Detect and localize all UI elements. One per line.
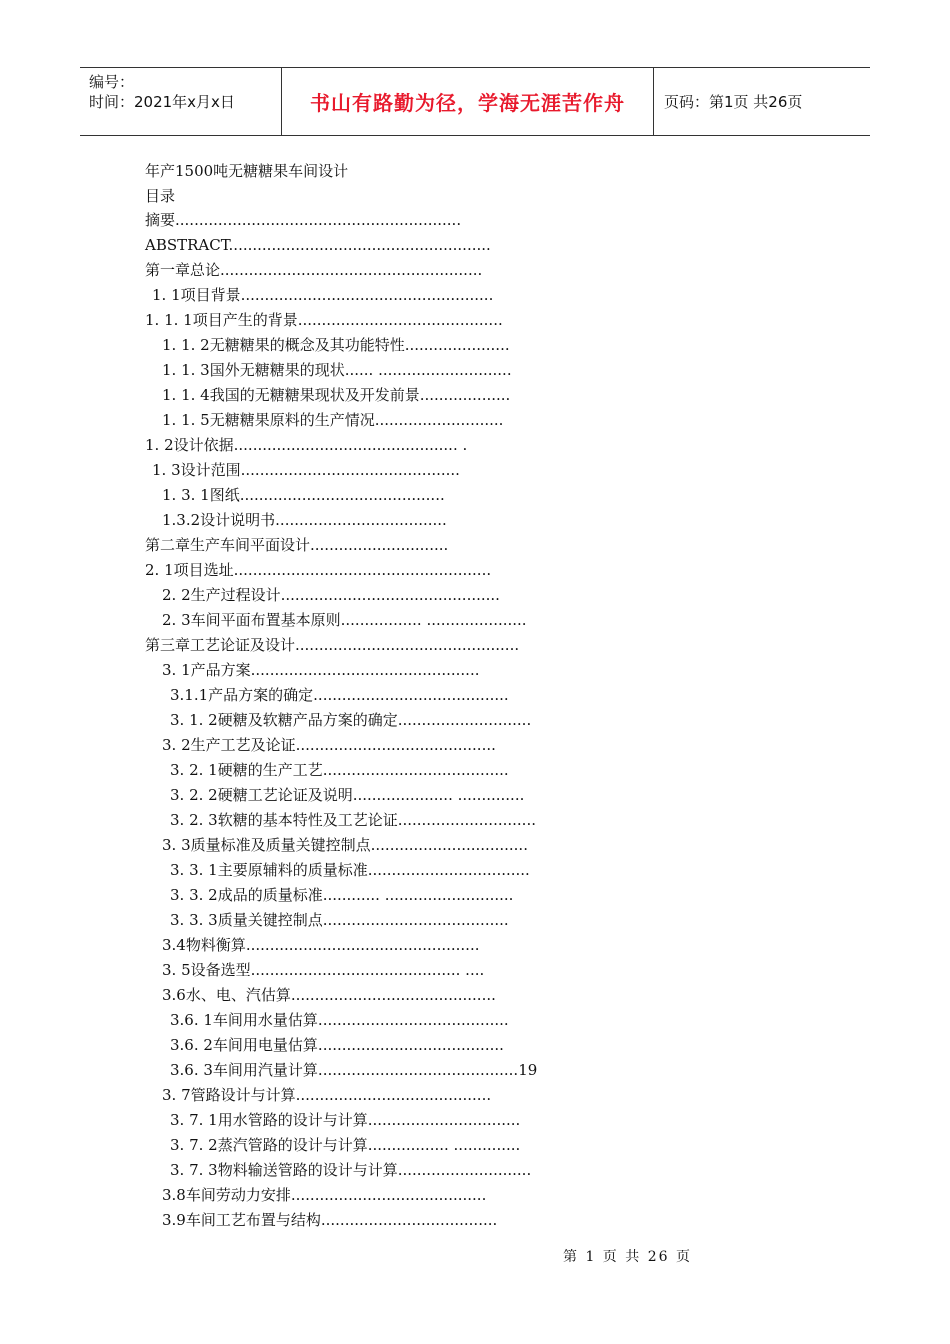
toc-entry[interactable]: 摘要............................................................ xyxy=(145,211,462,229)
time-label: 时间：2021年x月x日 xyxy=(89,93,235,111)
toc-entry[interactable]: 3.1.1产品方案的确定......................................... xyxy=(170,686,509,704)
toc-entry[interactable]: 1. 1. 1项目产生的背景........................................... xyxy=(145,311,503,329)
toc-entry[interactable]: 1. 3. 1图纸........................................... xyxy=(162,486,445,504)
toc-entry[interactable]: 3.6. 1车间用水量估算........................................ xyxy=(170,1011,509,1029)
toc-entry[interactable]: 1. 1. 3国外无糖糖果的现状...... ............................ xyxy=(162,361,512,379)
toc-entry[interactable]: 第一章总论....................................................... xyxy=(145,261,483,279)
toc-entry[interactable]: 3.9车间工艺布置与结构..................................... xyxy=(162,1211,498,1229)
toc-entry[interactable]: 3.6. 2车间用电量估算....................................... xyxy=(170,1036,504,1054)
page-label: 页码：第1页 共26页 xyxy=(664,93,803,111)
toc-heading: 目录 xyxy=(145,187,176,205)
toc-entry[interactable]: 3. 7. 3物料输送管路的设计与计算............................ xyxy=(170,1161,532,1179)
toc-entry[interactable]: 3. 2生产工艺及论证.......................................... xyxy=(162,736,496,754)
toc-entry[interactable]: 3. 3. 3质量关键控制点....................................... xyxy=(170,911,509,929)
header-motto-cell xyxy=(282,68,654,135)
toc-entry[interactable]: 3.8车间劳动力安排......................................... xyxy=(162,1186,487,1204)
toc-entry[interactable]: 1. 2设计依据............................................... . xyxy=(145,436,468,454)
toc-entry[interactable]: 3. 5设备选型............................................ .... xyxy=(162,961,485,979)
toc-entry[interactable]: 3. 7. 2蒸汽管路的设计与计算................. .............. xyxy=(170,1136,521,1154)
page-footer: 第 1 页 共 26 页 xyxy=(563,1249,692,1265)
toc-entry[interactable]: 3. 7管路设计与计算......................................... xyxy=(162,1086,492,1104)
toc-entry[interactable]: 3. 2. 3软糖的基本特性及工艺论证............................. xyxy=(170,811,536,829)
toc-entry[interactable]: 3. 3质量标准及质量关键控制点................................. xyxy=(162,836,528,854)
toc-entry[interactable]: 1. 1. 5无糖糖果原料的生产情况........................... xyxy=(162,411,504,429)
toc-entry[interactable]: 1. 1项目背景..................................................... xyxy=(152,286,494,304)
toc-entry[interactable]: 1. 1. 2无糖糖果的概念及其功能特性...................... xyxy=(162,336,510,354)
toc-entry[interactable]: 3.4物料衡算................................................. xyxy=(162,936,480,954)
toc-entry[interactable]: 3.6水、电、汽估算........................................... xyxy=(162,986,496,1004)
toc-entry[interactable]: 3. 1. 2硬糖及软糖产品方案的确定............................ xyxy=(170,711,532,729)
number-label: 编号： xyxy=(89,73,135,91)
header-table xyxy=(80,67,870,136)
toc-entry[interactable]: 3. 3. 1主要原辅料的质量标准.................................. xyxy=(170,861,530,879)
toc-entry[interactable]: 1. 3设计范围.............................................. xyxy=(152,461,460,479)
toc-entry[interactable]: 3. 2. 1硬糖的生产工艺....................................... xyxy=(170,761,509,779)
toc-entry[interactable]: 3.6. 3车间用汽量计算..........................................19 xyxy=(170,1061,538,1079)
toc-entry[interactable]: 第二章生产车间平面设计............................. xyxy=(145,536,449,554)
toc-entry[interactable]: 1. 1. 4我国的无糖糖果现状及开发前景................... xyxy=(162,386,511,404)
toc-entry[interactable]: 3. 1产品方案................................................ xyxy=(162,661,480,679)
toc-entry[interactable]: 1.3.2设计说明书.................................... xyxy=(162,511,447,529)
header-meta-cell xyxy=(80,68,282,135)
toc-entry[interactable]: ABSTRACT....................................................... xyxy=(145,236,491,254)
header-page-cell xyxy=(654,68,870,135)
toc-entry[interactable]: 第三章工艺论证及设计............................................... xyxy=(145,636,520,654)
toc-entry[interactable]: 2. 3车间平面布置基本原则................. ..................... xyxy=(162,611,527,629)
document-title: 年产1500吨无糖糖果车间设计 xyxy=(145,162,349,180)
toc-entry[interactable]: 2. 1项目选址...................................................... xyxy=(145,561,492,579)
toc-entry[interactable]: 3. 7. 1用水管路的设计与计算................................ xyxy=(170,1111,521,1129)
toc-entry[interactable]: 3. 3. 2成品的质量标准............ ........................... xyxy=(170,886,514,904)
toc-entry[interactable]: 2. 2生产过程设计.............................................. xyxy=(162,586,500,604)
motto-text: 书山有路勤为径，学海无涯苦作舟 xyxy=(310,91,625,115)
toc-entry[interactable]: 3. 2. 2硬糖工艺论证及说明..................... .............. xyxy=(170,786,525,804)
